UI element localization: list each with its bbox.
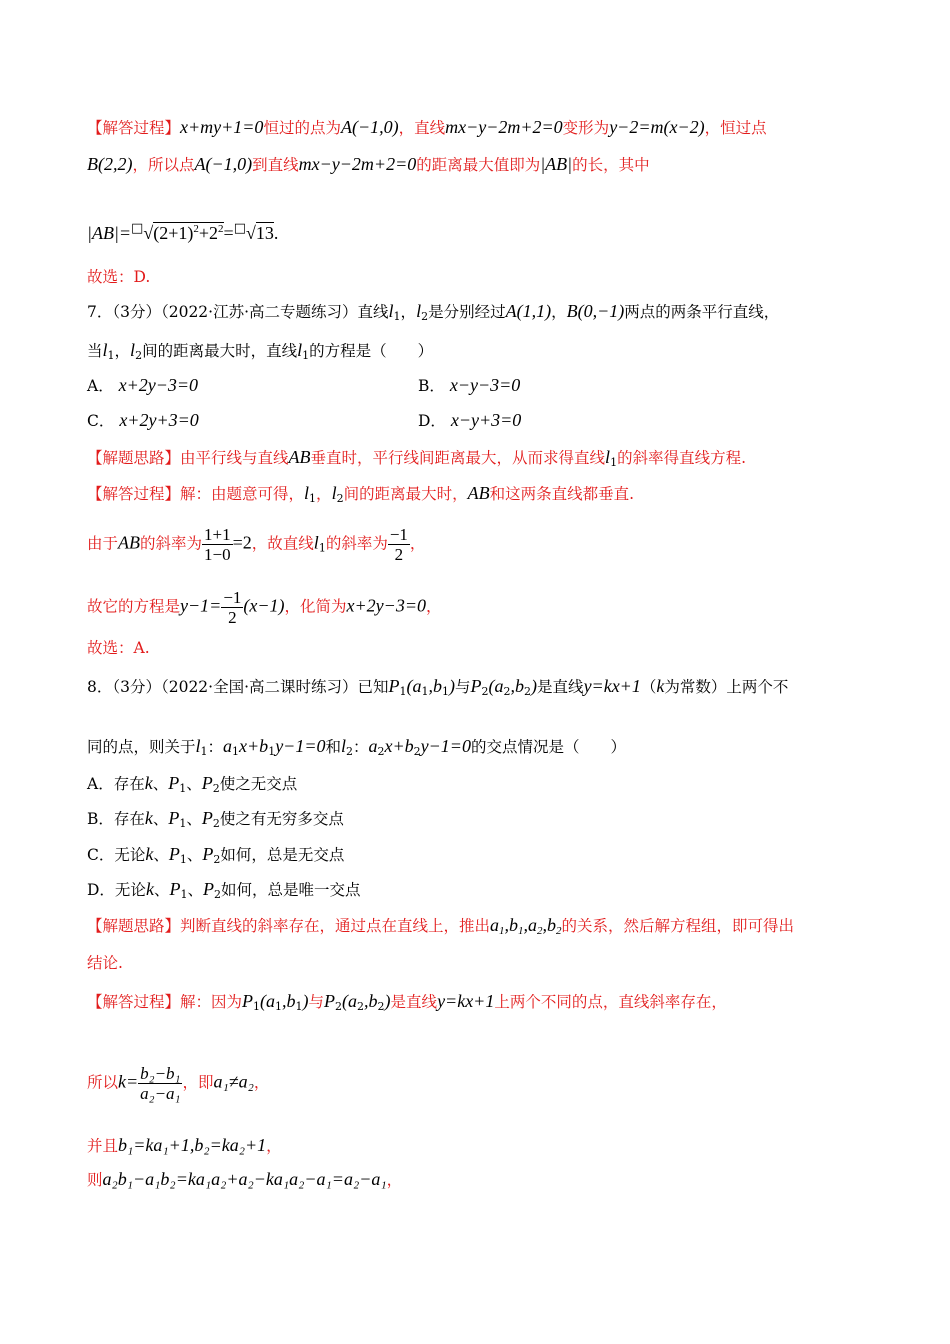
- subscript: 1: [499, 925, 505, 937]
- question-text: 7．（3分）（2022·江苏·高二专题练习）直线: [87, 303, 389, 321]
- subscript: 2: [357, 1000, 365, 1013]
- math-expr: (a: [406, 676, 422, 696]
- math-var: a: [223, 736, 233, 756]
- option-text: x+2y+3=0: [119, 410, 199, 430]
- q8-option-b[interactable]: [87, 807, 344, 835]
- text: 由于: [87, 534, 119, 553]
- subscript: 1: [253, 1000, 261, 1013]
- subscript: 2: [481, 685, 489, 698]
- text: ，: [266, 1137, 282, 1155]
- option-label: A．: [87, 377, 114, 395]
- subscript: 2: [335, 1000, 343, 1013]
- q8-solution-4: [87, 1168, 402, 1191]
- math-expr: 13: [255, 223, 274, 243]
- math-var: AB: [118, 532, 141, 553]
- text: 、: [186, 846, 203, 864]
- math-expr: y=kx+1: [583, 676, 641, 696]
- math-expr: ,b: [510, 676, 525, 696]
- hint-tag: 【解题思路】: [87, 449, 181, 467]
- subscript: 1: [610, 456, 618, 469]
- subscript: 2: [503, 685, 511, 698]
- math-expr: A(1,1): [505, 301, 552, 321]
- numerator: 1+1: [204, 525, 231, 544]
- text: 的交点情况是（ ）: [470, 738, 626, 756]
- text: ，: [253, 1073, 270, 1092]
- math-expr: =2: [232, 532, 252, 553]
- option-label: B．: [418, 377, 445, 395]
- text: ，故直线: [251, 534, 314, 553]
- math-var: AB: [467, 483, 490, 503]
- text: 、: [187, 881, 203, 899]
- subscript: 2: [336, 492, 344, 505]
- text: 判断直线的斜率存在，通过点在直线上，推出: [180, 917, 491, 935]
- text: 的距离最大值即为: [416, 156, 541, 174]
- math-var: P: [168, 808, 180, 828]
- math-expr: a₂b₁−a₁b₂=ka₁a₂+a₂−ka₁a₂−a₁=a₂−a₁: [102, 1169, 387, 1189]
- math-expr: x+b: [239, 736, 269, 756]
- text: 故它的方程是: [87, 597, 181, 616]
- solution-line-1: [87, 116, 767, 139]
- math-var: l: [388, 301, 394, 321]
- q8-stem-line-2: [87, 735, 626, 763]
- text: 变形为: [562, 119, 610, 137]
- text: 与: [308, 993, 325, 1011]
- text: ，: [386, 1171, 403, 1189]
- text: 、: [186, 775, 202, 793]
- math-var: k: [144, 773, 153, 793]
- subscript: 1: [295, 1000, 303, 1013]
- math-var: P: [201, 773, 213, 793]
- subscript: 2: [556, 925, 562, 937]
- subscript: 1: [421, 685, 429, 698]
- math-expr: y−1=0: [420, 736, 471, 756]
- text: 的关系，然后解方程组，即可得出: [561, 917, 795, 935]
- subscript: 1: [399, 685, 407, 698]
- text: 由平行线与直线: [180, 449, 289, 467]
- subscript: 2: [135, 349, 143, 362]
- q8-hint-1: [87, 914, 794, 942]
- math-var: l: [297, 340, 303, 360]
- answer-line: 故选：D.: [87, 268, 151, 286]
- text: 与: [455, 678, 471, 696]
- q8-solution-2: [87, 1064, 269, 1103]
- q7-solution-1: [87, 482, 634, 510]
- option-text: 如何，总是无交点: [220, 846, 345, 864]
- text: 并且: [87, 1137, 119, 1155]
- subscript: 2: [346, 745, 354, 758]
- option-text: 使之无交点: [219, 775, 298, 793]
- option-label: A．存在: [87, 775, 145, 793]
- math-expr: (2+1): [153, 223, 194, 243]
- math-var: P: [202, 844, 214, 864]
- option-text: 使之有无穷多交点: [219, 810, 344, 828]
- text: 、: [186, 810, 202, 828]
- q7-stem-line-1: [87, 300, 779, 328]
- subscript: 1: [318, 541, 326, 555]
- text: ，: [400, 303, 417, 321]
- math-expr: ): [384, 991, 391, 1011]
- text: 为常数）上两个不: [664, 678, 789, 696]
- solution-tag: 【解答过程】: [87, 485, 181, 503]
- subscript: 2: [213, 888, 221, 901]
- math-expr: ,b: [282, 991, 296, 1011]
- math-var: P: [388, 676, 400, 696]
- text: 是分别经过: [428, 303, 506, 321]
- text: ，恒过点: [704, 119, 767, 137]
- math-var: P: [202, 879, 214, 899]
- q7-solution-2: [87, 525, 425, 564]
- q8-option-d[interactable]: [87, 878, 360, 906]
- math-expr: x+b: [384, 736, 414, 756]
- text: ，: [551, 303, 567, 321]
- math-var: l: [195, 736, 201, 756]
- option-text: x+2y−3=0: [118, 375, 199, 395]
- text: 是直线: [390, 993, 438, 1011]
- text: ，化简为: [284, 597, 347, 616]
- text: 解：由题意可得，: [180, 485, 305, 503]
- exponent: 2: [218, 223, 224, 235]
- numerator: −1: [389, 525, 408, 544]
- subscript: 2: [537, 925, 543, 937]
- subscript: 1: [309, 492, 317, 505]
- denominator: 2: [394, 545, 404, 564]
- math-expr: y−1=: [180, 595, 222, 616]
- subscript: 2: [212, 782, 220, 795]
- math-expr: ): [302, 991, 309, 1011]
- q8-option-a[interactable]: [87, 772, 297, 800]
- numerator: b₂−b₁: [140, 1064, 181, 1083]
- subscript: 2: [377, 1000, 385, 1013]
- math-expr: ,b: [428, 676, 443, 696]
- solution-tag: 【解答过程】: [87, 119, 181, 137]
- math-var: P: [242, 991, 254, 1011]
- subscript: 1: [232, 745, 240, 758]
- text: 则: [87, 1171, 103, 1189]
- option-label: C．: [87, 412, 115, 430]
- math-var: l: [313, 532, 319, 553]
- text: 间的距离最大时，直线: [142, 342, 298, 360]
- math-expr: =: [223, 223, 234, 243]
- subscript: 2: [421, 310, 429, 323]
- math-var: P: [470, 676, 482, 696]
- q8-solution-3: [87, 1134, 282, 1157]
- q7-solution-3: [87, 588, 441, 627]
- subscript: 1: [393, 310, 401, 323]
- option-label: B．存在: [87, 810, 145, 828]
- subscript: 2: [413, 745, 421, 758]
- math-var: l: [331, 483, 337, 503]
- root-index: □: [131, 221, 144, 236]
- math-var: k: [144, 808, 153, 828]
- text: 的长，其中: [572, 156, 650, 174]
- text: 到直线: [252, 156, 299, 174]
- math-expr: A(−1,0): [340, 117, 399, 137]
- text: 、: [153, 846, 169, 864]
- exponent: 2: [193, 223, 199, 235]
- math-var: P: [169, 879, 181, 899]
- math-expr: x+my+1=0: [180, 117, 264, 137]
- math-expr: k=: [118, 1071, 139, 1092]
- math-var: l: [605, 447, 611, 467]
- math-expr: b₁=ka₁+1,b₂=ka₂+1: [118, 1135, 267, 1155]
- option-label: C．无论: [87, 846, 146, 864]
- text: ，所以点: [132, 156, 195, 174]
- denominator: 1−0: [204, 545, 231, 564]
- solution-line-3: [87, 218, 278, 245]
- text: 和这两条直线都垂直.: [489, 485, 635, 503]
- math-var: P: [324, 991, 336, 1011]
- subscript: 2: [377, 745, 385, 758]
- math-expr: |AB|: [540, 154, 573, 174]
- root-index: □: [233, 221, 246, 236]
- text: 是直线: [537, 678, 584, 696]
- math-expr: (a: [342, 991, 358, 1011]
- subscript: 1: [302, 349, 310, 362]
- math-var: a: [490, 915, 500, 935]
- q8-solution-1: [87, 990, 727, 1018]
- text: 恒过的点为: [263, 119, 341, 137]
- math-var: l: [102, 340, 108, 360]
- text: 的方程是（ ）: [309, 342, 434, 360]
- numerator: −1: [223, 588, 242, 607]
- math-expr: a₁≠a₂: [213, 1071, 254, 1092]
- subscript: 2: [524, 685, 532, 698]
- subscript: 2: [213, 853, 221, 866]
- text: 所以: [87, 1073, 119, 1092]
- math-expr: ): [449, 676, 456, 696]
- math-expr: mx−y−2m+2=0: [445, 117, 563, 137]
- math-expr: A(−1,0): [194, 154, 253, 174]
- hint-tag: 【解题思路】: [87, 917, 181, 935]
- math-expr: mx−y−2m+2=0: [298, 154, 417, 174]
- text: ：: [353, 738, 369, 756]
- math-expr: +2: [198, 223, 219, 243]
- math-expr: B(0,−1): [566, 301, 625, 321]
- sqrt-expr: √13: [245, 223, 274, 243]
- option-text: x−y+3=0: [450, 410, 522, 430]
- text: ，直线: [398, 119, 446, 137]
- text: 上两个不同的点，直线斜率存在，: [494, 993, 727, 1011]
- q8-option-c[interactable]: [87, 843, 344, 871]
- text: ，: [316, 485, 332, 503]
- math-var: P: [201, 808, 213, 828]
- math-var: l: [130, 340, 136, 360]
- text: ，: [425, 597, 442, 616]
- text: （: [640, 678, 657, 696]
- subscript: 1: [107, 349, 115, 362]
- math-expr: ): [531, 676, 538, 696]
- math-var: a: [368, 736, 378, 756]
- math-var: l: [304, 483, 310, 503]
- math-expr: (x−1): [243, 595, 285, 616]
- text: 的斜率为: [325, 534, 388, 553]
- fraction: [202, 525, 233, 564]
- fraction: [138, 1064, 182, 1103]
- fraction: [221, 588, 243, 627]
- math-expr: (a: [260, 991, 276, 1011]
- text: .: [273, 223, 279, 243]
- math-expr: y−1=0: [275, 736, 326, 756]
- text: 的斜率得直线方程.: [617, 449, 746, 467]
- text: 、: [153, 881, 170, 899]
- text: 和: [325, 738, 341, 756]
- math-expr: B(2,2): [87, 154, 133, 174]
- subscript: 1: [179, 853, 187, 866]
- math-var: P: [168, 844, 180, 864]
- fraction: [388, 525, 410, 564]
- text: 同的点，则关于: [87, 738, 196, 756]
- q8-stem-line-1: [87, 675, 788, 703]
- text: 的斜率为: [140, 534, 203, 553]
- math-expr: (a: [488, 676, 504, 696]
- math-var: l: [416, 301, 422, 321]
- denominator: a₂−a₁: [140, 1084, 181, 1103]
- subscript: 1: [180, 888, 188, 901]
- math-var: k: [656, 676, 665, 696]
- math-expr: x+2y−3=0: [346, 595, 426, 616]
- text: ，: [114, 342, 131, 360]
- q7-option-d[interactable]: [418, 409, 521, 432]
- subscript: 1: [518, 925, 524, 937]
- text: 、: [152, 810, 169, 828]
- subscript: 1: [275, 1000, 283, 1013]
- subscript: 1: [179, 782, 187, 795]
- text: 间的距离最大时，: [343, 485, 468, 503]
- math-expr: y−2=m(x−2): [609, 117, 705, 137]
- q7-option-b[interactable]: [418, 374, 520, 397]
- q8-hint-2: 结论.: [87, 954, 123, 972]
- q7-option-c[interactable]: [87, 409, 199, 432]
- text: ，: [409, 534, 426, 553]
- text: ：: [207, 738, 224, 756]
- math-var: AB: [288, 447, 311, 467]
- subscript: 1: [200, 745, 208, 758]
- option-text: x−y−3=0: [449, 375, 521, 395]
- math-expr: y=kx+1: [437, 991, 495, 1011]
- text: 当: [87, 342, 103, 360]
- q7-answer: 故选：A.: [87, 639, 150, 657]
- q7-option-a[interactable]: [87, 374, 198, 397]
- math-var: k: [145, 879, 154, 899]
- subscript: 1: [179, 817, 187, 830]
- math-expr: ,b: [364, 991, 378, 1011]
- math-var: l: [341, 736, 347, 756]
- option-label: D．无论: [87, 881, 146, 899]
- q7-hint: [87, 446, 746, 474]
- text: 、: [152, 775, 169, 793]
- text: ，即: [182, 1073, 214, 1092]
- solution-tag: 【解答过程】: [87, 993, 181, 1011]
- question-text: 8．（3分）（2022·全国·高二课时练习）已知: [87, 678, 389, 696]
- option-text: 如何，总是唯一交点: [220, 881, 361, 899]
- text: 垂直时，平行线间距离最大，从而求得直线: [310, 449, 606, 467]
- sqrt-expr: $√(2+1)^2+2^2$: [143, 223, 224, 243]
- q7-stem-line-2: [87, 339, 433, 367]
- subscript: 1: [442, 685, 450, 698]
- subscript: 2: [212, 817, 220, 830]
- solution-line-2: [87, 153, 650, 176]
- math-expr: $a_1,b_1,a_2,b_2$: [490, 915, 562, 937]
- math-var: k: [145, 844, 154, 864]
- denominator: 2: [228, 608, 237, 627]
- math-expr: |AB|=: [87, 223, 132, 243]
- text: 两点的两条平行直线，: [624, 303, 780, 321]
- option-label: D．: [418, 412, 446, 430]
- math-var: P: [168, 773, 180, 793]
- subscript: 1: [268, 745, 276, 758]
- text: 解：因为: [180, 993, 243, 1011]
